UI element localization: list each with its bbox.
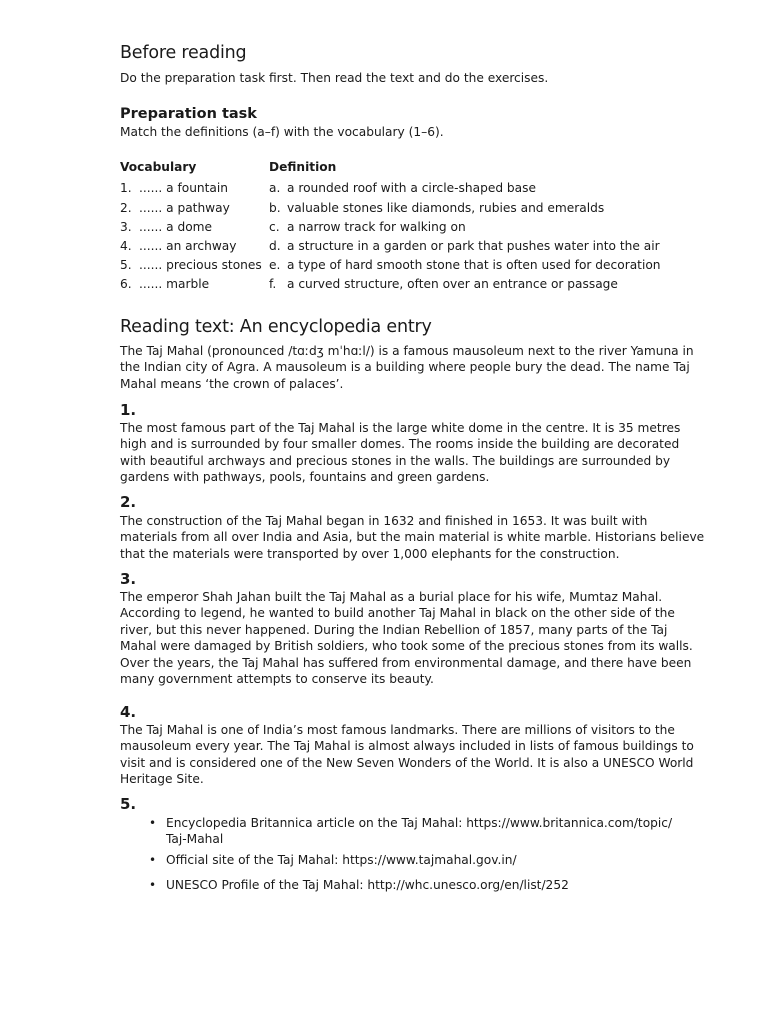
vocab-word: ...... marble [139,277,210,291]
before-reading-heading: Before reading [120,43,247,63]
definition-text: a structure in a garden or park that pushes water into the air [287,239,660,253]
definition-text: valuable stones like diamonds, rubies and emeralds [287,201,605,215]
section-paragraph [120,589,693,687]
paragraph-line: The construction of the Taj Mahal began in 1632 and finished in 1653. It was built with [120,514,648,528]
vocab-number: 1. [120,181,132,195]
paragraph-line: many government attempts to conserve its beauty. [120,672,434,687]
paragraph-line: According to legend, he wanted to build another Taj Mahal in black on the other side of the [120,606,675,621]
section-paragraph [120,722,694,788]
vocab-number: 5. [120,258,132,272]
paragraph-line: Heritage Site. [120,772,204,787]
definition-letter: a. [269,181,281,195]
paragraph-line: The Taj Mahal (pronounced /tɑːdʒ mˈhɑːl/) is a famous mausoleum next to the river Yamuna in [120,344,694,358]
reference-link-unesco[interactable]: UNESCO Profile of the Taj Mahal: http://whc.unesco.org/en/list/252 [166,878,569,892]
section-number: 1. [120,401,137,419]
vocab-number: 3. [120,220,132,234]
intro-paragraph [120,343,694,392]
paragraph-line: river, but this never happened. During the Indian Rebellion of 1857, many parts of the Taj [120,622,668,637]
reference-link-official-site[interactable]: Official site of the Taj Mahal: https://www.tajmahal.gov.in/ [166,853,517,867]
preparation-heading: Preparation task [120,106,257,122]
paragraph-line: The most famous part of the Taj Mahal is the large white dome in the centre. It is 35 metres [120,421,681,435]
section-number: 3. [120,570,137,588]
definition-letter: e. [269,258,281,272]
section-number: 2. [120,493,137,511]
definition-letter: b. [269,201,281,215]
paragraph-line: high and is surrounded by four smaller domes. The rooms inside the building are decorated [120,437,680,452]
definition-text: a type of hard smooth stone that is often used for decoration [287,258,661,272]
paragraph-line: Mahal means ‘the crown of palaces’. [120,376,344,391]
definition-column-header: Definition [269,160,337,174]
vocab-word: ...... an archway [139,239,237,253]
paragraph-line: that the materials were transported by over 1,000 elephants for the construction. [120,546,620,561]
vocab-word: ...... precious stones [139,258,262,272]
paragraph-line: materials from all over India and Asia, but the main material is white marble. Historians believe [120,530,705,545]
definition-text: a narrow track for walking on [287,220,466,234]
definition-letter: f. [269,277,277,291]
before-reading-instruction: Do the preparation task first. Then read the text and do the exercises. [120,71,549,85]
preparation-instruction: Match the definitions (a–f) with the vocabulary (1–6). [120,125,444,139]
bullet-icon: • [149,816,157,830]
vocab-word: ...... a dome [139,220,213,234]
paragraph-line: gardens with pathways, pools, fountains and green gardens. [120,470,490,485]
paragraph-line: Over the years, the Taj Mahal has suffered from environmental damage, and there have been [120,655,692,670]
section-number: 5. [120,795,137,813]
section-number: 4. [120,703,137,721]
definition-letter: d. [269,239,281,253]
paragraph-line: Mahal were damaged by British soldiers, who took some of the precious stones from its walls. [120,639,693,654]
definition-text: a rounded roof with a circle-shaped base [287,181,536,195]
definition-letter: c. [269,220,280,234]
vocab-word: ...... a fountain [139,181,229,195]
section-paragraph [120,513,705,562]
paragraph-line: the Indian city of Agra. A mausoleum is a building where people bury the dead. The name Taj [120,360,690,375]
reading-heading: Reading text: An encyclopedia entry [120,317,432,337]
vocab-number: 4. [120,239,132,253]
definition-text: a curved structure, often over an entrance or passage [287,277,618,291]
vocab-word: ...... a pathway [139,201,230,215]
paragraph-line: mausoleum every year. The Taj Mahal is almost always included in lists of famous buildings to [120,739,694,754]
vocab-number: 6. [120,277,132,291]
vocabulary-column-header: Vocabulary [120,160,197,174]
paragraph-line: with beautiful archways and precious stones in the walls. The buildings are surrounded by [120,453,671,468]
bullet-icon: • [149,853,157,867]
paragraph-line: The emperor Shah Jahan built the Taj Mahal as a burial place for his wife, Mumtaz Mahal. [120,590,663,604]
paragraph-line: visit and is considered one of the New Seven Wonders of the World. It is also a UNESCO World [120,755,694,770]
paragraph-line: The Taj Mahal is one of India’s most famous landmarks. There are millions of visitors to the [120,723,675,737]
reference-link-britannica-cont[interactable]: Taj-Mahal [166,832,224,846]
vocab-number: 2. [120,201,132,215]
reference-link-britannica[interactable]: Encyclopedia Britannica article on the Taj Mahal: https://www.britannica.com/topic/ [166,816,673,830]
section-paragraph [120,420,681,486]
bullet-icon: • [149,878,157,892]
